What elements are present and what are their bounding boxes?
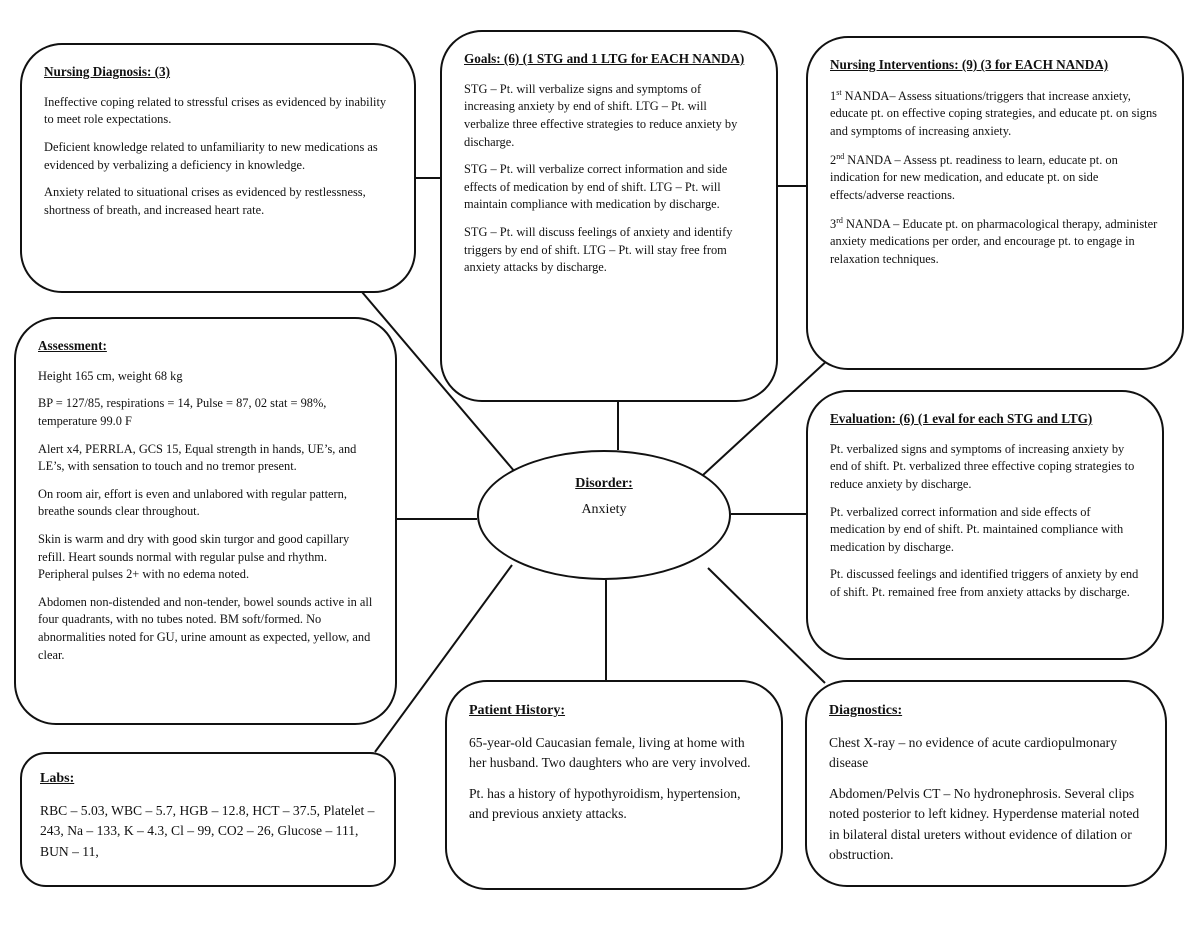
nursing-diagnosis-box <box>20 43 416 293</box>
evaluation-item: Pt. discussed feelings and identified triggers of anxiety by end of shift. Pt. remained free from anxiety attacks by discharge. <box>830 567 1139 599</box>
intervention-ordinal: rd <box>836 215 843 225</box>
patient-history-item: Pt. has a history of hypothyroidism, hypertension, and previous anxiety attacks. <box>469 785 741 822</box>
intervention-text: NANDA – Assess pt. readiness to learn, educate pt. on indication for new medication, and educate pt. on side effects/adverse reactions. <box>830 152 1118 203</box>
disorder-title: Disorder: <box>575 476 633 491</box>
assessment-item: BP = 127/85, respirations = 14, Pulse = 87, 02 stat = 98%, temperature 99.0 F <box>38 396 327 428</box>
assessment-item: Skin is warm and dry with good skin turgor and good capillary refill. Heart sounds normal with regular pulse and rhythm. Peripheral pulses 2+ with no edema noted. <box>38 532 350 582</box>
evaluation-title: Evaluation: (6) (1 eval for each STG and LTG) <box>830 411 1093 426</box>
nursing-interventions-title: Nursing Interventions: (9) (3 for EACH NANDA) <box>830 57 1109 72</box>
intervention-number: 1 <box>830 88 837 103</box>
evaluation-item: Pt. verbalized correct information and side effects of medication by end of shift. Pt. maintained compliance with medication by discharge. <box>830 504 1124 554</box>
nursing-diagnosis-title: Nursing Diagnosis: (3) <box>44 64 171 79</box>
assessment-item: Height 165 cm, weight 68 kg <box>38 368 183 383</box>
intervention-ordinal: st <box>836 87 842 97</box>
labs-title: Labs: <box>40 771 75 786</box>
diagnostics-box <box>805 680 1167 887</box>
diagnostics-item: Abdomen/Pelvis CT – No hydronephrosis. Several clips noted posterior to left kidney. Hyperdense material noted in bilateral distal ureters without evidence of dilation or obstruction. <box>829 785 1140 862</box>
evaluation-box <box>806 390 1164 660</box>
intervention-text: NANDA– Assess situations/triggers that increase anxiety, educate pt. on effective coping strategies, and educate pt. on signs and symptoms of increasing anxiety. <box>830 88 1157 139</box>
labs-text: RBC – 5.03, WBC – 5.7, HGB – 12.8, HCT – 37.5, Platelet – 243, Na – 133, K – 4.3, Cl – 99, CO2 – 26, Glucose – 111, BUN – 11, <box>40 803 375 859</box>
diagnostics-item: Chest X-ray – no evidence of acute cardiopulmonary disease <box>829 735 1118 771</box>
evaluation-item: Pt. verbalized signs and symptoms of increasing anxiety by end of shift. Pt. verbalized three effective coping strategies to reduce anxiety by discharge. <box>830 441 1135 491</box>
intervention-number: 3 <box>830 216 837 231</box>
nursing-diagnosis-item: Anxiety related to situational crises as evidenced by restlessness, shortness of breath, and increased heart rate. <box>44 185 366 217</box>
goal-item: STG – Pt. will verbalize correct information and side effects of medication by end of shift. LTG – Pt. will maintain compliance with medication by discharge. <box>464 162 728 212</box>
disorder-ellipse <box>477 450 731 580</box>
diagnostics-title: Diagnostics: <box>829 703 903 718</box>
intervention-item <box>830 215 1160 269</box>
assessment-item: Alert x4, PERRLA, GCS 15, Equal strength in hands, UE’s, and LE’s, with sensation to touch and no tremor present. <box>38 441 357 474</box>
goals-box <box>440 30 778 402</box>
labs-box <box>20 752 396 887</box>
patient-history-item: 65-year-old Caucasian female, living at home with her husband. Two daughters who are very involved. <box>469 735 751 771</box>
nursing-diagnosis-item: Ineffective coping related to stressful crises as evidenced by inability to meet role expectations. <box>44 94 387 127</box>
patient-history-title: Patient History: <box>469 703 566 718</box>
intervention-item <box>830 87 1160 141</box>
goals-title: Goals: (6) (1 STG and 1 LTG for EACH NANDA) <box>464 51 745 66</box>
assessment-box <box>14 317 397 725</box>
assessment-item: On room air, effort is even and unlabored with regular pattern, breathe sounds clear throughout. <box>38 486 347 519</box>
disorder-value: Anxiety <box>581 502 627 517</box>
assessment-item: Abdomen non-distended and non-tender, bowel sounds active in all four quadrants, with no tubes noted. BM soft/formed. No abnormalities noted for GU, urine amount as expected, yellow, and clear. <box>38 594 373 662</box>
intervention-ordinal: nd <box>836 151 845 161</box>
goal-item: STG – Pt. will verbalize signs and symptoms of increasing anxiety by end of shift. LTG – Pt. will verbalize three effective strategies to reduce anxiety by discharge. <box>464 81 738 149</box>
nursing-interventions-box <box>806 36 1184 370</box>
patient-history-box <box>445 680 783 890</box>
assessment-title: Assessment: <box>38 338 107 353</box>
intervention-item <box>830 151 1160 205</box>
nursing-diagnosis-item: Deficient knowledge related to unfamiliarity to new medications as evidenced by verbalizing a deficiency in knowledge. <box>44 139 378 172</box>
intervention-text: NANDA – Educate pt. on pharmacological therapy, administer anxiety medications per order, and encourage pt. to engage in relaxation techniques. <box>830 216 1158 266</box>
intervention-number: 2 <box>830 152 837 167</box>
goal-item: STG – Pt. will discuss feelings of anxiety and identify triggers by end of shift. LTG – Pt. will stay free from anxiety attacks by discharge. <box>464 225 733 275</box>
